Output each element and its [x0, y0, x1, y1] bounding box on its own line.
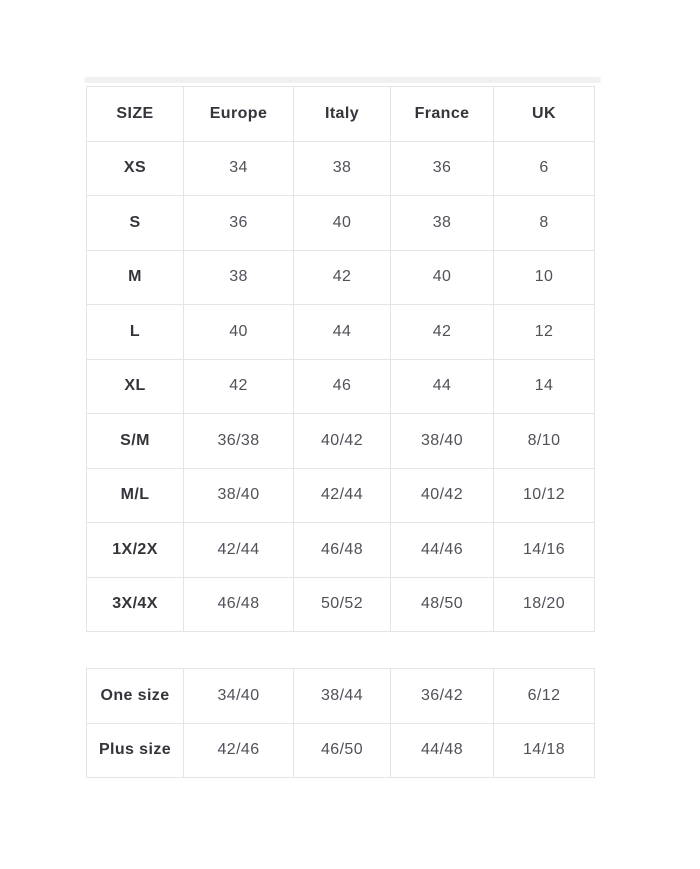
table-cell: 14/16	[494, 523, 595, 578]
column-header-france: France	[391, 87, 494, 142]
row-label: Plus size	[87, 723, 184, 778]
table-row	[87, 468, 595, 523]
column-header-size: SIZE	[87, 87, 184, 142]
table-cell: 38/40	[391, 414, 494, 469]
table-row	[87, 141, 595, 196]
column-header-italy: Italy	[294, 87, 391, 142]
table-cell: 40	[294, 196, 391, 251]
table-header-row	[87, 87, 595, 142]
table-cell: 46	[294, 359, 391, 414]
table-cell: 40/42	[391, 468, 494, 523]
table-cell: 42/46	[184, 723, 294, 778]
table-cell: 36	[184, 196, 294, 251]
table-cell: 8	[494, 196, 595, 251]
table-cell: 46/50	[294, 723, 391, 778]
table-cell: 42	[391, 305, 494, 360]
table-cell: 46/48	[294, 523, 391, 578]
table-row	[87, 523, 595, 578]
table-row	[87, 577, 595, 632]
table-cell: 38/44	[294, 669, 391, 724]
table-row	[87, 305, 595, 360]
table-cell: 44/46	[391, 523, 494, 578]
column-header-europe: Europe	[184, 87, 294, 142]
divider-strip	[84, 77, 601, 83]
table-cell: 38	[184, 250, 294, 305]
table-row	[87, 359, 595, 414]
table-cell: 46/48	[184, 577, 294, 632]
table-cell: 38/40	[184, 468, 294, 523]
table-cell: 6	[494, 141, 595, 196]
table-cell: 40/42	[294, 414, 391, 469]
table-cell: 18/20	[494, 577, 595, 632]
table-cell: 38	[294, 141, 391, 196]
table-cell: 6/12	[494, 669, 595, 724]
table-cell: 8/10	[494, 414, 595, 469]
row-label: S	[87, 196, 184, 251]
table-row	[87, 669, 595, 724]
table-cell: 40	[391, 250, 494, 305]
table-cell: 44	[391, 359, 494, 414]
table-row	[87, 196, 595, 251]
table-cell: 14	[494, 359, 595, 414]
table-row	[87, 250, 595, 305]
special-sizes-table	[86, 668, 595, 778]
table-cell: 44/48	[391, 723, 494, 778]
size-conversion-table	[86, 86, 595, 632]
table-cell: 14/18	[494, 723, 595, 778]
table-cell: 36	[391, 141, 494, 196]
column-header-uk: UK	[494, 87, 595, 142]
table-row	[87, 414, 595, 469]
table-cell: 42	[184, 359, 294, 414]
table-cell: 48/50	[391, 577, 494, 632]
table-cell: 34	[184, 141, 294, 196]
row-label: XL	[87, 359, 184, 414]
table-cell: 12	[494, 305, 595, 360]
table-row	[87, 723, 595, 778]
row-label: M	[87, 250, 184, 305]
table-cell: 40	[184, 305, 294, 360]
table-cell: 38	[391, 196, 494, 251]
table-cell: 36/38	[184, 414, 294, 469]
row-label: S/M	[87, 414, 184, 469]
row-label: 1X/2X	[87, 523, 184, 578]
table-cell: 50/52	[294, 577, 391, 632]
table-cell: 10/12	[494, 468, 595, 523]
table-cell: 36/42	[391, 669, 494, 724]
table-cell: 10	[494, 250, 595, 305]
table-cell: 44	[294, 305, 391, 360]
row-label: XS	[87, 141, 184, 196]
row-label: M/L	[87, 468, 184, 523]
table-cell: 42/44	[184, 523, 294, 578]
table-cell: 42	[294, 250, 391, 305]
table-cell: 42/44	[294, 468, 391, 523]
row-label: One size	[87, 669, 184, 724]
row-label: L	[87, 305, 184, 360]
row-label: 3X/4X	[87, 577, 184, 632]
table-cell: 34/40	[184, 669, 294, 724]
